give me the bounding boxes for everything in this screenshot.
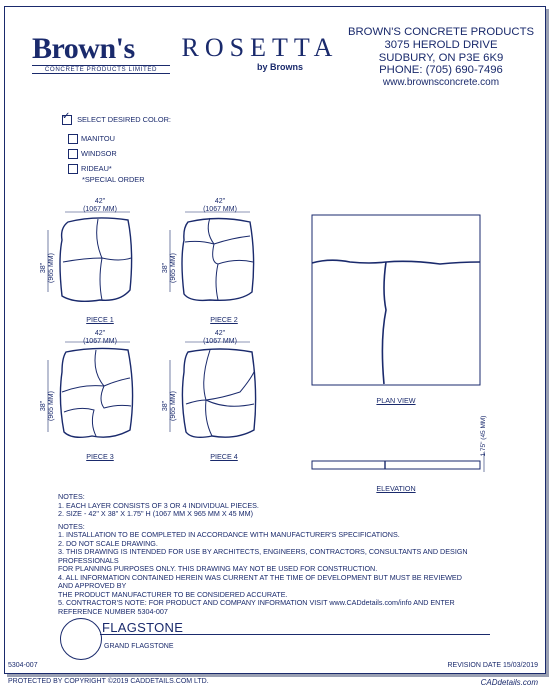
special-order-note: *SPECIAL ORDER [82, 175, 145, 184]
piece-4-label: PIECE 4 [210, 452, 238, 461]
plan-view-drawing [312, 215, 480, 385]
color-option-label: RIDEAU* [81, 164, 112, 173]
piece-2-label: PIECE 2 [210, 315, 238, 324]
piece-3-height-dim [40, 376, 56, 436]
piece-3-label: PIECE 3 [86, 452, 114, 461]
piece-2-drawing [170, 212, 254, 300]
dim-inches: 42" [94, 330, 106, 337]
piece-1-label: PIECE 1 [86, 315, 114, 324]
piece-1-drawing [48, 212, 132, 301]
note-item: REFERENCE NUMBER 5304-007 [58, 606, 168, 616]
company-website-link[interactable]: www.brownsconcrete.com [382, 77, 500, 89]
dim-inches: 42" [214, 198, 226, 205]
title-circle [60, 618, 102, 660]
note-item: 1. EACH LAYER CONSISTS OF 3 OR 4 INDIVIDUAL PIECES. [58, 500, 259, 510]
elevation-thickness-dim: 1.75" (45 MM) [480, 415, 487, 457]
piece-4-height-dim [162, 376, 178, 436]
rosetta-logo-by: by Browns [256, 62, 303, 72]
reference-number: 5304-007 [8, 662, 38, 669]
caddetails-logo[interactable]: CADdetails.com [480, 678, 538, 687]
piece-2-width-dim [190, 198, 250, 214]
piece-4-drawing [170, 342, 256, 437]
browns-logo-tagline: CONCRETE PRODUCTS LIMITED [32, 65, 170, 74]
elevation-drawing [312, 452, 484, 472]
company-address-line1: 3075 HEROLD DRIVE [384, 38, 498, 51]
note-item: 2. SIZE - 42" X 38" X 1.75" H (1067 MM X 965 MM X 45 MM) [58, 509, 253, 518]
dim-mm: (965 MM) [170, 253, 177, 283]
note-item: 4. ALL INFORMATION CONTAINED HEREIN WAS CURRENT AT THE TIME OF DEVELOPMENT BUT MUST BE REVIEWED AND APPROVED BY [58, 572, 462, 590]
note-item: 1. INSTALLATION TO BE COMPLETED IN ACCORDANCE WITH MANUFACTURER'S SPECIFICATIONS. [58, 530, 400, 539]
dim-mm: (1067 MM) [83, 206, 117, 213]
piece-2-height-dim [162, 238, 178, 298]
copyright-text: PROTECTED BY COPYRIGHT ©2019 CADDETAILS.COM LTD. [8, 678, 209, 685]
elevation-label: ELEVATION [376, 484, 416, 493]
piece-4-width-dim [190, 330, 250, 346]
dim-inches: 38" [40, 262, 47, 274]
piece-1-height-dim [40, 238, 56, 298]
drawing-subtitle: GRAND FLAGSTONE [104, 643, 174, 650]
note-item: 3. THIS DRAWING IS INTENDED FOR USE BY ARCHITECTS, ENGINEERS, CONTRACTORS, CONSULTANTS AND DESIGN PROFESSIONALS [58, 547, 468, 565]
dim-mm: (965 MM) [170, 391, 177, 421]
color-option-label: MANITOU [81, 134, 115, 143]
note-item: FOR PLANNING PURPOSES ONLY. THIS DRAWING MAY NOT BE USED FOR CONSTRUCTION. [58, 564, 378, 573]
notes-heading: NOTES: [58, 521, 85, 531]
browns-logo-name: Brown's [32, 32, 135, 65]
drawing-title: FLAGSTONE [102, 620, 184, 635]
dim-inches: 38" [162, 400, 169, 412]
notes-block [58, 493, 478, 616]
dim-inches: 42" [94, 198, 106, 205]
dim-mm: (965 MM) [48, 253, 55, 283]
dim-inches: 42" [214, 330, 226, 337]
company-name: BROWN'S CONCRETE PRODUCTS [347, 26, 535, 38]
color-option-label: WINDSOR [81, 149, 117, 158]
piece-3-width-dim [70, 330, 130, 346]
note-item: 2. DO NOT SCALE DRAWING. [58, 538, 158, 548]
company-address-line2: SUDBURY, ON P3E 6K9 [378, 51, 504, 64]
company-phone: PHONE: (705) 690-7496 [379, 64, 503, 77]
dim-inches: 38" [40, 400, 47, 412]
plan-view-label: PLAN VIEW [376, 396, 416, 405]
title-divider [100, 634, 490, 635]
dim-mm: (1067 MM) [203, 338, 237, 345]
dim-mm: (1067 MM) [83, 338, 117, 345]
dim-mm: (1067 MM) [203, 206, 237, 213]
color-select-heading: SELECT DESIRED COLOR: [77, 115, 171, 124]
note-item: 5. CONTRACTOR'S NOTE: FOR PRODUCT AND COMPANY INFORMATION VISIT www.CADdetails.com/info AND ENTER [58, 598, 455, 607]
dim-inches: 38" [162, 262, 169, 274]
note-item: THE PRODUCT MANUFACTURER TO BE CONSIDERED ACCURATE. [58, 589, 288, 599]
revision-date: REVISION DATE 15/03/2019 [447, 662, 538, 669]
piece-3-drawing [48, 342, 133, 437]
rosetta-logo-name: ROSETTA [181, 33, 339, 62]
piece-1-width-dim [70, 198, 130, 214]
notes-heading: NOTES: [58, 492, 85, 501]
dim-mm: (965 MM) [48, 391, 55, 421]
